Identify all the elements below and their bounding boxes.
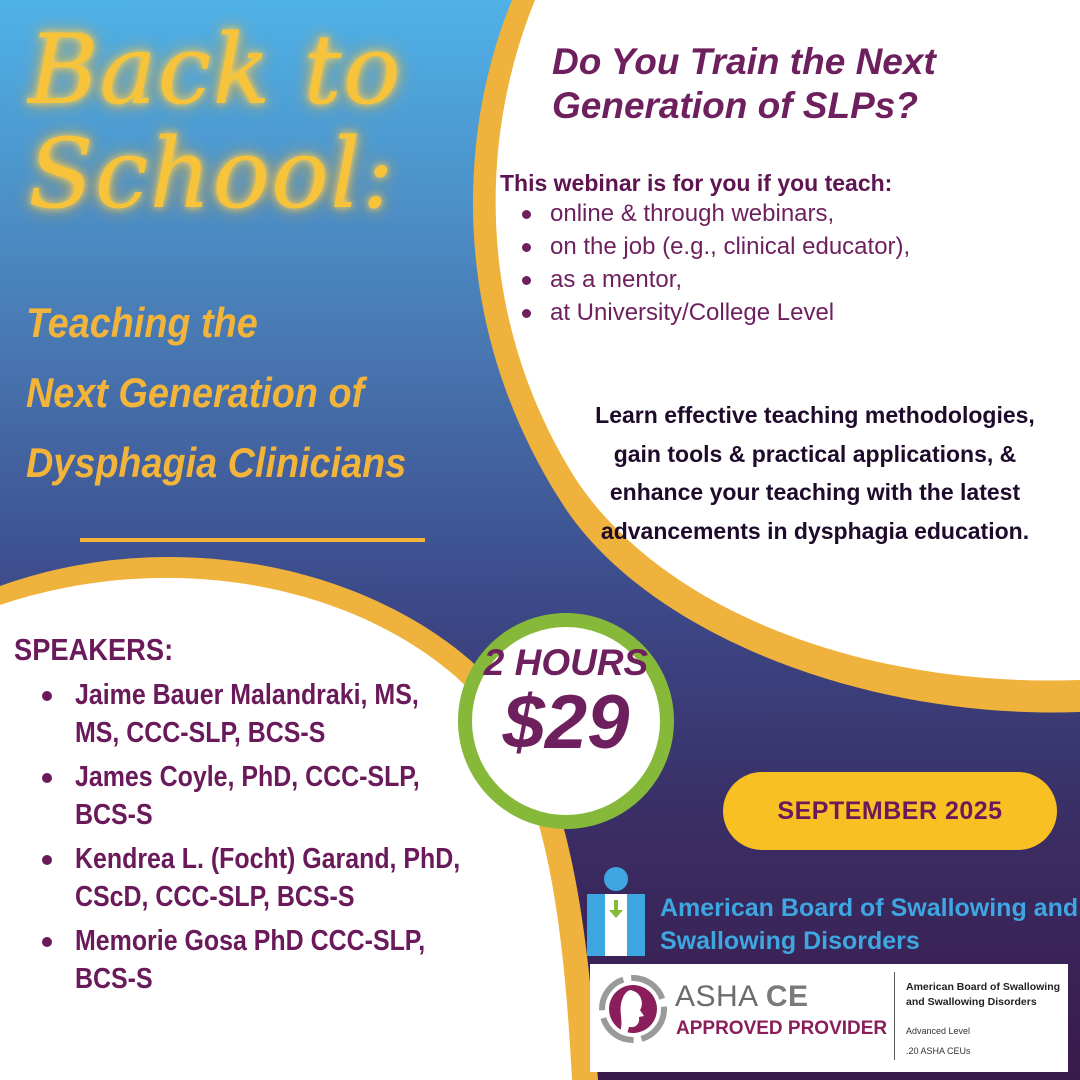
- person-arrow-icon: [585, 866, 647, 958]
- badge-hours: 2 HOURS: [483, 642, 649, 683]
- speaker-item: [30, 922, 470, 998]
- learn-paragraph: Learn effective teaching methodologies, gain tools & practical applications, & enhance your teaching with the latest advancements in dysphagia education.: [595, 402, 1035, 544]
- teach-list-item: online & through webinars,: [518, 198, 938, 229]
- speaker-name: James Coyle, PhD, CCC-SLP, BCS-S: [75, 761, 420, 831]
- asha-ce-prefix: ASHA: [675, 980, 758, 1013]
- teach-list-item: on the job (e.g., clinical educator),: [518, 231, 938, 262]
- asha-org-name: American Board of Swallowing and Swallowing Disorders: [906, 981, 1061, 1008]
- teach-list: [518, 198, 938, 330]
- abss-name: American Board of Swallowing and Swallowing Disorders: [660, 894, 1079, 955]
- asha-approved-label: APPROVED PROVIDER: [676, 1018, 888, 1039]
- hero-title-line1: Back to: [28, 14, 402, 126]
- hero-subtitle-line1: Teaching the: [26, 299, 258, 346]
- speaker-name: Memorie Gosa PhD CCC-SLP, BCS-S: [75, 925, 426, 995]
- gold-divider: [80, 538, 425, 542]
- asha-ce-suffix: CE: [765, 980, 809, 1013]
- asha-level: Advanced Level: [906, 1026, 971, 1036]
- hero-subtitle: [26, 288, 449, 498]
- pitch-intro: This webinar is for you if you teach:: [500, 170, 893, 196]
- teach-list-item: as a mentor,: [518, 264, 938, 295]
- speaker-item: [30, 758, 470, 834]
- speaker-name: Jaime Bauer Malandraki, MS, MS, CCC-SLP, BCS-S: [75, 679, 419, 749]
- hero-subtitle-line3: Dysphagia Clinicians: [26, 439, 407, 486]
- speaker-item: [30, 840, 470, 916]
- hero-title-line2: School:: [28, 118, 395, 230]
- asha-ce-label: [675, 980, 809, 1014]
- hero-title: [28, 14, 448, 230]
- asha-ceus: .20 ASHA CEUs: [906, 1046, 971, 1056]
- price-badge: [458, 613, 674, 829]
- asha-profile-circle-icon: [598, 974, 668, 1044]
- speaker-list: [30, 676, 470, 1004]
- asha-divider: [894, 972, 895, 1060]
- pitch-question: Do You Train the Next Generation of SLPs?: [552, 41, 936, 126]
- date-pill: SEPTEMBER 2025: [723, 772, 1057, 850]
- speaker-item: [30, 676, 470, 752]
- badge-price: $29: [502, 680, 630, 765]
- hero-subtitle-line2: Next Generation of: [26, 369, 365, 416]
- speakers-heading: SPEAKERS:: [14, 632, 174, 667]
- asha-ce-banner: [590, 964, 1068, 1072]
- teach-list-item: at University/College Level: [518, 297, 938, 328]
- speaker-name: Kendrea L. (Focht) Garand, PhD, CScD, CCC-SLP, BCS-S: [75, 843, 461, 913]
